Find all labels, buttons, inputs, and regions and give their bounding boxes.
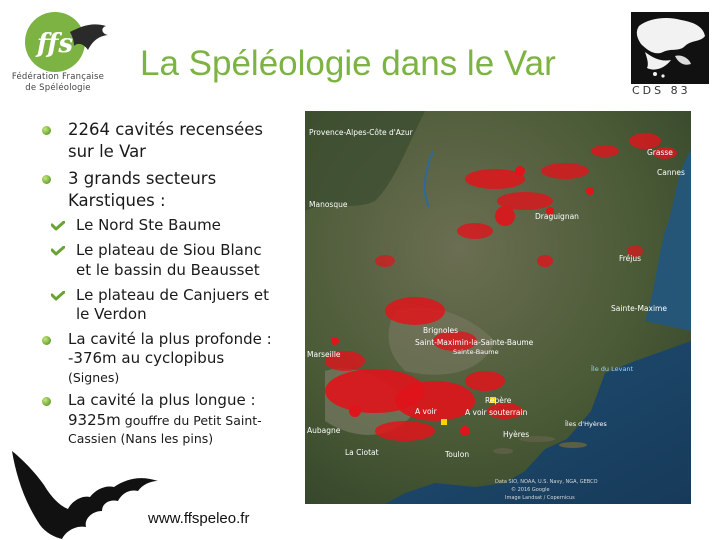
slide-title: La Spéléologie dans le Var	[140, 44, 556, 83]
map-label-avoir-souterrain: A voir souterrain	[465, 408, 528, 417]
highlight-marker	[441, 419, 447, 425]
deepest-cave-line1: La cavité la plus profonde :	[68, 330, 272, 348]
bullet-dot	[42, 397, 51, 406]
map-label-toulon: Toulon	[445, 450, 470, 459]
checkmark-icon	[51, 221, 65, 231]
bullet-dot	[42, 126, 51, 135]
map-label-sainte-baume: Sainte-Baume	[453, 348, 499, 356]
map-credit-3: Image Landsat / Copernicus	[505, 495, 575, 501]
cds83-emblem	[631, 12, 709, 84]
map-island	[493, 448, 513, 454]
ffs-logo-letters: ffs	[36, 29, 74, 59]
bullet-dot	[42, 175, 51, 184]
map-label-brignoles: Brignoles	[423, 326, 459, 335]
map-label-cannes: Cannes	[657, 168, 685, 177]
map-label-la-ciotat: La Ciotat	[345, 448, 379, 457]
map-label-aubagne: Aubagne	[307, 426, 341, 435]
bullet-cavities-line2: sur le Var	[68, 142, 146, 161]
map-credit-1: Data SIO, NOAA, U.S. Navy, NGA, GEBCO	[495, 479, 598, 485]
checkmark-icon	[51, 291, 65, 301]
map-label-repere: Repère	[485, 396, 512, 405]
map-label-grasse: Grasse	[647, 148, 673, 157]
map-label-ile-du-levant: Île du Levant	[591, 365, 634, 373]
deepest-cave-line2: -376m au cyclopibus	[68, 349, 225, 367]
longest-cave-line2	[68, 410, 262, 429]
bullet-dot	[42, 336, 51, 345]
map-label-hyeres: Hyères	[503, 430, 530, 439]
ffs-logo-name-line1: Fédération Française	[11, 72, 105, 82]
map-label-region: Provence-Alpes-Côte d'Azur	[309, 128, 413, 137]
sector-siou-blanc-line2: et le bassin du Beausset	[76, 261, 260, 279]
checkmark-icon	[51, 246, 65, 256]
map-label-avoir: A voir	[415, 407, 437, 416]
sector-siou-blanc-line1: Le plateau de Siou Blanc	[76, 241, 262, 259]
longest-cave-name: gouffre du Petit Saint-	[120, 413, 262, 428]
map-label-manosque: Manosque	[309, 200, 348, 209]
map-label-iles-hyeres: Îles d'Hyères	[565, 420, 607, 428]
map-label-draguignan: Draguignan	[535, 212, 579, 221]
longest-cave-line1: La cavité la plus longue :	[68, 391, 256, 409]
var-caves-map	[305, 111, 691, 504]
map-label-saint-maximin: Saint-Maximin-la-Sainte-Baume	[415, 338, 534, 347]
sector-sainte-baume: Le Nord Ste Baume	[76, 216, 221, 234]
bat-icon	[10, 445, 160, 540]
longest-cave-length: 9325m	[68, 411, 121, 429]
cds83-label: CDS 83	[632, 84, 691, 97]
deepest-cave-line3: (Signes)	[68, 370, 120, 385]
sector-canjuers-line2: le Verdon	[76, 305, 147, 323]
map-credit-2: © 2016 Google	[511, 487, 550, 493]
map-label-marseille: Marseille	[307, 350, 341, 359]
map-label-frejus: Fréjus	[619, 254, 642, 263]
bullet-sectors-line1: 3 grands secteurs	[68, 169, 217, 188]
sector-canjuers-line1: Le plateau de Canjuers et	[76, 286, 270, 304]
map-island	[559, 442, 587, 448]
map-label-sainte-maxime: Sainte-Maxime	[611, 304, 667, 313]
longest-cave-line3: Cassien (Nans les pins)	[68, 431, 214, 446]
bullet-cavities-line1: 2264 cavités recensées	[68, 120, 263, 139]
bullet-sectors-line2: Karstiques :	[68, 191, 166, 210]
ffs-logo-name-line2: de Spéléologie	[25, 83, 91, 93]
website-url: www.ffspeleo.fr	[148, 510, 250, 527]
